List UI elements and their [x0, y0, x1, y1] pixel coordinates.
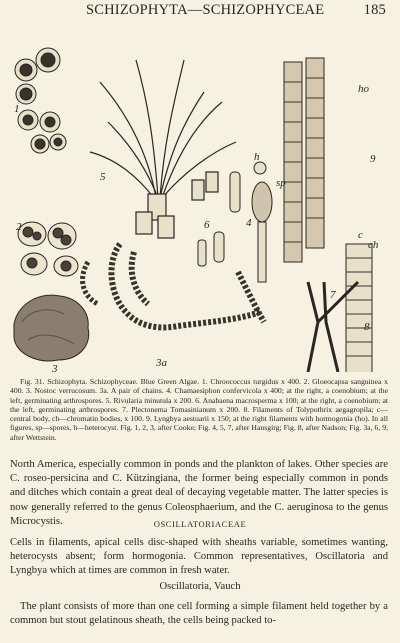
label-fig6: 6	[204, 219, 210, 231]
fig5-rivularia-drawing	[90, 60, 236, 238]
fig1-chroococcus-drawing	[15, 48, 66, 153]
label-fig5: 5	[100, 171, 106, 183]
fig2-gloeocapsa-drawing	[18, 222, 78, 276]
label-spore: sp	[276, 177, 286, 189]
label-central-body: c	[358, 229, 363, 241]
figure-plate	[8, 22, 386, 372]
label-fig2: 2	[16, 221, 22, 233]
body-paragraph-2: Cells in filaments, apical cells disc-shaped with sheaths variable, sometimes wanting, heterocysts absent; form hormogonia. Common representatives, Oscillatoria and Lyngbya which at times are common in fresh water.	[10, 537, 388, 577]
label-fig7: 7	[330, 289, 336, 301]
fig8-tolypothrix-drawing	[346, 244, 372, 372]
label-fig3: 3	[52, 363, 58, 372]
genus-heading: Oscillatoria, Vauch	[159, 581, 241, 592]
fig9-lyngbya-drawing	[284, 58, 324, 262]
section-heading: OSCILLATORIACEAE	[153, 519, 247, 529]
running-header	[18, 2, 386, 20]
label-fig3a: 3a	[156, 357, 167, 369]
figure-caption: Fig. 31. Schizophyta. Schizophyceae. Blue Green Algae. 1. Chroococcus turgidus x 400. 2. Gloeocapsa sanguinea x 400. 3. Nostoc verrucosum. 3a. A pair of chains. 4. Chamaesiphon confervicola x 400; at the right, a coenobium; at the left, germinating arthrospores. 5. Rivularia minutula x 200. 6. Anabaena macrosperma x 100; at the right, a coenobium; at the left, germinating arthrospores. 7. Plectonema Tomasinianum x 200. 8. Filaments of Tolypothrix aegagropila; c—central body, ch—chromatin bodies, x 100. 9. Lyngbya aestuarii x 150; at the right filaments with hormogonia (ho). In all figures, sp—spores, h—heterocyst. Fig. 1, 2, 3, after Cooke; Fig. 4, 5, 7, after Hansgirg; Fig. 8, after Nadson; Fig. 3a, 6, 9, after Wettstein.	[10, 377, 388, 442]
label-fig1: 1	[14, 103, 20, 115]
label-heterocyst: h	[254, 151, 260, 163]
body-paragraph-1: North America, especially common in ponds and the plankton of lakes. Other species are C. roseo-persicina and C. Kützingiana, the former being especially common in ponds and ditches which contain a great deal of decaying vegetable matter. The latter species is now generally referred to the genus Coleosphaerium, and the C. aeruginosa to the genus Microcystis.	[10, 459, 388, 527]
label-chromatin: ch	[368, 239, 379, 251]
fig3a-nostoc-chains-drawing	[83, 244, 264, 327]
body-paragraph-3: The plant consists of more than one cell forming a simple filament held together by a common but stout gelatinous sheath, the cells being packed to-	[10, 601, 388, 627]
running-title: SCHIZOPHYTA—SCHIZOPHYCEAE	[86, 2, 325, 18]
page-number: 185	[363, 2, 386, 18]
heterocyst-spore-drawing	[252, 162, 272, 282]
figure-illustration	[8, 22, 386, 372]
label-fig9: 9	[370, 153, 376, 165]
fig3-nostoc-drawing	[14, 295, 89, 361]
label-fig8: 8	[364, 321, 370, 333]
label-hormogonia: ho	[358, 83, 369, 95]
label-fig4: 4	[246, 217, 252, 229]
